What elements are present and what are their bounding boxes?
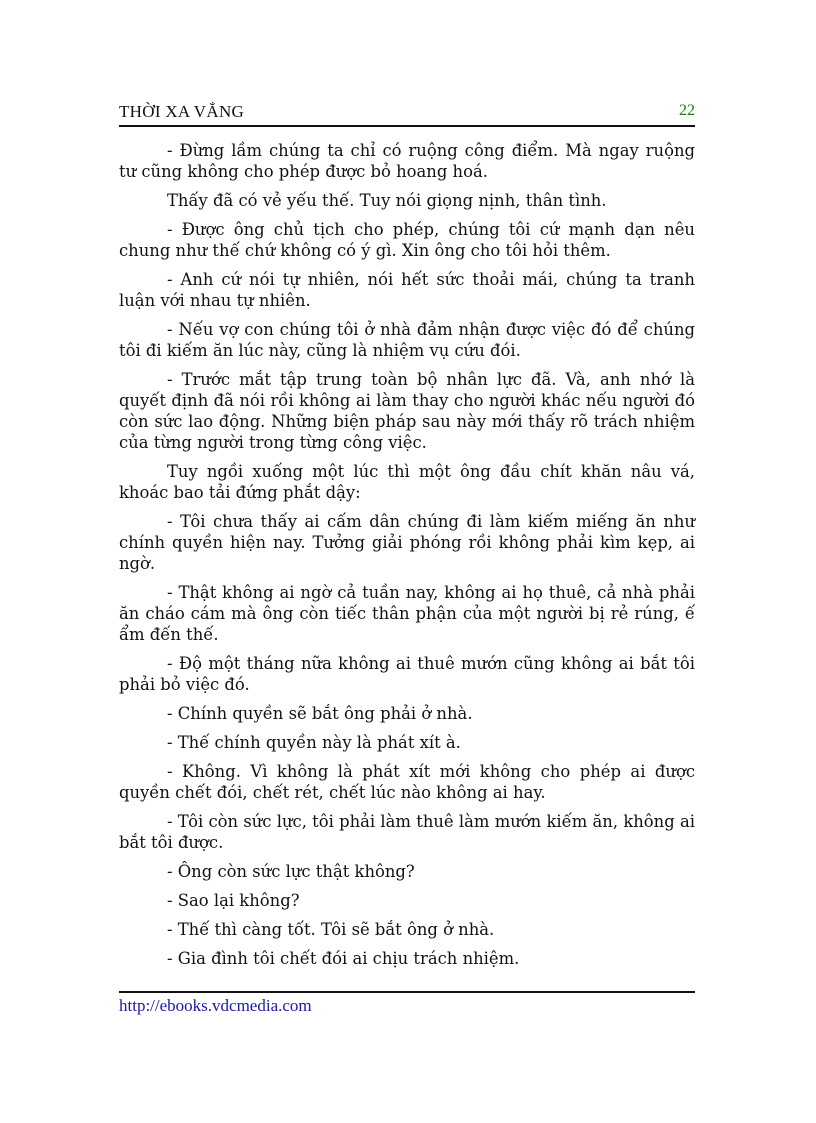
paragraph: Thấy đã có vẻ yếu thế. Tuy nói giọng nịnh, thân tình. bbox=[167, 191, 607, 210]
header-divider bbox=[119, 125, 695, 127]
paragraph: - Được ông chủ tịch cho phép, chúng tôi cứ mạnh dạn nêu chung như thế chứ không có ý gì. Xin ông cho tôi hỏi thêm. bbox=[119, 220, 695, 260]
page-header bbox=[119, 102, 695, 124]
paragraph: Tuy ngồi xuống một lúc thì một ông đầu chít khăn nâu vá, khoác bao tải đứng phắt dậy: bbox=[119, 462, 695, 502]
paragraph: - Sao lại không? bbox=[167, 891, 300, 910]
paragraph: - Gia đình tôi chết đói ai chịu trách nhiệm. bbox=[167, 949, 520, 968]
paragraph: - Độ một tháng nữa không ai thuê mướn cũng không ai bắt tôi phải bỏ việc đó. bbox=[119, 654, 695, 694]
paragraph: - Tôi chưa thấy ai cấm dân chúng đi làm kiếm miếng ăn như chính quyền hiện nay. Tưởng giải phóng rồi không phải kìm kẹp, ai ngờ. bbox=[119, 512, 695, 573]
paragraph: - Anh cứ nói tự nhiên, nói hết sức thoải mái, chúng ta tranh luận với nhau tự nhiên. bbox=[119, 270, 695, 310]
paragraph: - Đừng lầm chúng ta chỉ có ruộng công điểm. Mà ngay ruộng tư cũng không cho phép được bỏ hoang hoá. bbox=[119, 141, 695, 181]
page-body bbox=[119, 140, 695, 977]
paragraph: - Nếu vợ con chúng tôi ở nhà đảm nhận được việc đó để chúng tôi đi kiếm ăn lúc này, cũng là nhiệm vụ cứu đói. bbox=[119, 320, 695, 360]
paragraph: - Thật không ai ngờ cả tuần nay, không ai họ thuê, cả nhà phải ăn cháo cám mà ông còn tiếc thân phận của một người bị rẻ rúng, ế ẩm đến thế. bbox=[119, 583, 695, 644]
paragraph: - Trước mắt tập trung toàn bộ nhân lực đã. Và, anh nhớ là quyết định đã nói rồi không ai làm thay cho người khác nếu người đó còn sức lao động. Những biện pháp sau này mới thấy rõ trách nhiệm của từng người trong từng công việc. bbox=[119, 370, 695, 452]
paragraph: - Tôi còn sức lực, tôi phải làm thuê làm mướn kiếm ăn, không ai bắt tôi được. bbox=[119, 812, 695, 852]
footer-url-link[interactable]: http://ebooks.vdcmedia.com bbox=[119, 996, 312, 1015]
footer-divider bbox=[119, 991, 695, 993]
paragraph: - Chính quyền sẽ bắt ông phải ở nhà. bbox=[167, 704, 473, 723]
paragraph: - Ông còn sức lực thật không? bbox=[167, 862, 415, 881]
paragraph: - Thế thì càng tốt. Tôi sẽ bắt ông ở nhà. bbox=[167, 920, 495, 939]
book-title: THỜI XA VẮNG bbox=[119, 102, 245, 121]
paragraph: - Thế chính quyền này là phát xít à. bbox=[167, 733, 461, 752]
paragraph: - Không. Vì không là phát xít mới không cho phép ai được quyền chết đói, chết rét, chết lúc nào không ai hay. bbox=[119, 762, 695, 802]
page-number: 22 bbox=[679, 102, 695, 119]
